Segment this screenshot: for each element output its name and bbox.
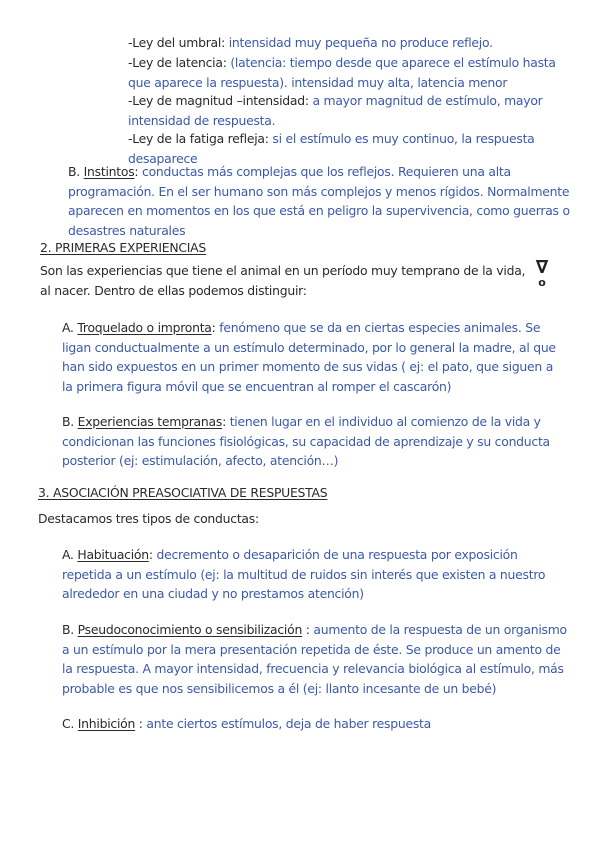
instintos-paragraph xyxy=(68,162,573,240)
law-term: -Ley de magnitud –intensidad: xyxy=(128,93,309,108)
item-letter: A. xyxy=(62,320,78,335)
item-term: Instintos xyxy=(83,164,135,179)
habituacion-paragraph xyxy=(62,545,567,604)
law-term: -Ley de latencia: xyxy=(128,55,227,70)
item-desc: decremento o desaparición de una respuesta por exposición repetida a un estímulo (ej: la multitud de ruidos sin interés que existen a nuestro alrededor en una ciudad y no prestamos atención) xyxy=(62,547,546,601)
item-desc: tienen lugar en el individuo al comienzo de la vida y condicionan las funciones fisiológicas, su capacidad de aprendizaje y su conducta posterior (ej: estimulación, afecto, atención…) xyxy=(62,414,550,468)
triangle-sub: o xyxy=(538,276,546,289)
item-desc: fenómeno que se da en ciertas especies animales. Se ligan conductualmente a un estímulo determinado, por lo general la madre, al que han sido expuestos en un primer momento de sus vidas ( ej: el pato, que siguen a la primera figura móvil que se encuentran al romper el cascarón) xyxy=(62,320,556,394)
section-2-intro: Son las experiencias que tiene el animal en un período muy temprano de la vida, al nacer. Dentro de ellas podemos distinguir: xyxy=(40,263,526,298)
section-3-intro: Destacamos tres tipos de conductas: xyxy=(38,511,259,526)
triangle-glyph: ∇ xyxy=(535,257,549,278)
law-desc: intensidad muy pequeña no produce reflejo. xyxy=(225,35,493,50)
item-colon: : xyxy=(148,547,153,562)
section-2-title: 2. PRIMERAS EXPERIENCIAS xyxy=(40,240,207,255)
item-term: Habituación xyxy=(77,547,149,562)
item-colon: : xyxy=(135,716,143,731)
experiencias-tempranas-paragraph xyxy=(62,412,567,471)
law-desc: si el estímulo es muy continuo, la respuesta desaparece xyxy=(128,131,535,166)
law-desc: a mayor magnitud de estímulo, mayor intensidad de respuesta. xyxy=(128,93,543,128)
item-letter: C. xyxy=(62,716,78,731)
item-letter: A. xyxy=(62,547,78,562)
law-umbral xyxy=(128,33,568,53)
item-colon: : xyxy=(134,164,139,179)
item-colon: : xyxy=(211,320,216,335)
item-term: Pseudoconocimiento o sensibilización xyxy=(77,622,303,637)
item-term: Inhibición xyxy=(77,716,136,731)
section-3-title: 3. ASOCIACIÓN PREASOCIATIVA DE RESPUESTAS xyxy=(38,485,328,500)
item-desc: conductas más complejas que los reflejos. Requieren una alta programación. En el ser humano son más complejos y menos rígidos. Normalmente aparecen en momentos en los que está en peligro la supervivencia, como guerras o desastres naturales xyxy=(68,164,570,238)
item-term: Troquelado o impronta xyxy=(77,320,212,335)
item-letter: B. xyxy=(68,164,84,179)
item-colon: : xyxy=(222,414,226,429)
item-colon: : xyxy=(302,622,310,637)
item-term: Experiencias tempranas xyxy=(77,414,223,429)
law-term: -Ley del umbral: xyxy=(128,35,226,50)
sensibilizacion-paragraph xyxy=(62,620,567,698)
item-desc: aumento de la respuesta de un organismo a un estímulo por la mera presentación repetida de éste. Se produce un amento de la respuesta. A mayor intensidad, frecuencia y relevancia biológica al estímulo, más probable es que nos sensibilicemos a él (ej: llanto incesante de un bebé) xyxy=(62,622,567,696)
impronta-paragraph xyxy=(62,318,567,396)
inhibicion-paragraph xyxy=(62,714,567,734)
law-latencia xyxy=(128,53,558,92)
law-term: -Ley de la fatiga refleja: xyxy=(128,131,269,146)
item-desc: ante ciertos estímulos, deja de haber respuesta xyxy=(142,716,431,731)
item-letter: B. xyxy=(62,622,78,637)
triangle-symbol xyxy=(533,259,551,289)
law-desc: (latencia: tiempo desde que aparece el estímulo hasta que aparece la respuesta). intensidad muy alta, latencia menor xyxy=(128,55,556,90)
law-magnitud xyxy=(128,91,553,130)
item-letter: B. xyxy=(62,414,78,429)
